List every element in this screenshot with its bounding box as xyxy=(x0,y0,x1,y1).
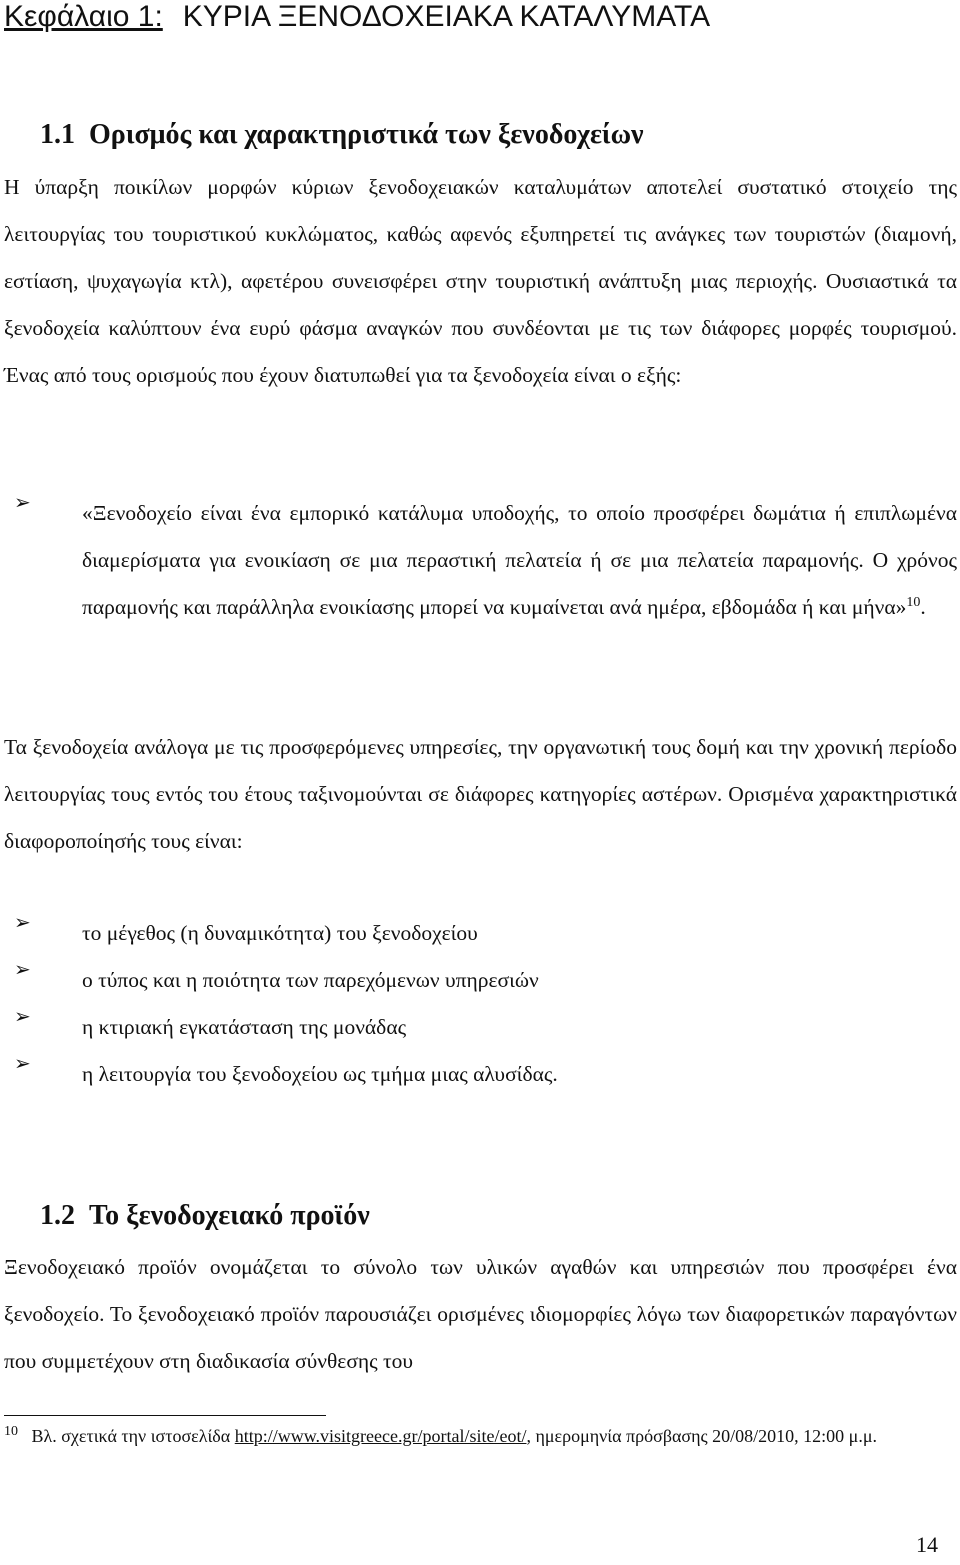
arrowhead-bullet-icon: ➢ xyxy=(14,1051,31,1075)
features-list xyxy=(4,910,957,1098)
feature-text: ο τύπος και η ποιότητα των παρεχόμενων υπηρεσιών xyxy=(82,968,539,992)
footnote xyxy=(4,1424,957,1448)
page-number: 14 xyxy=(916,1532,938,1557)
footnote-link[interactable]: http://www.visitgreece.gr/portal/site/eot/ xyxy=(234,1426,527,1446)
footnote-text-after: , ημερομηνία πρόσβασης 20/08/2010, 12:00 μ.μ. xyxy=(526,1426,877,1446)
feature-text: η λειτουργία του ξενοδοχείου ως τμήμα μιας αλυσίδας. xyxy=(82,1062,558,1086)
chapter-label: Κεφάλαιο 1: xyxy=(4,0,163,33)
list-item xyxy=(4,1051,957,1098)
quote-item xyxy=(4,490,957,631)
footnote-ref: 10 xyxy=(906,594,921,610)
feature-text: η κτιριακή εγκατάσταση της μονάδας xyxy=(82,1015,407,1039)
product-paragraph: Ξενοδοχειακό προϊόν ονομάζεται το σύνολο των υλικών αγαθών και υπηρεσιών που προσφέρει ένα ξενοδοχείο. Το ξενοδοχειακό προϊόν παρουσιάζει ορισμένες ιδιομορφίες λόγω των διαφορετικών παραγόντων που συμμετέχουν στη διαδικασία σύνθεσης του xyxy=(4,1255,957,1373)
list-item xyxy=(4,910,957,957)
feature-text: το μέγεθος (η δυναμικότητα) του ξενοδοχείου xyxy=(82,921,478,945)
footnote-mark: 10 xyxy=(4,1424,18,1439)
intro-paragraph: Η ύπαρξη ποικίλων μορφών κύριων ξενοδοχειακών καταλυμάτων αποτελεί συστατικό στοιχείο της λειτουργίας του τουριστικού κυκλώματος, καθώς αφενός εξυπηρετεί τις ανάγκες των τουριστών (διαμονή, εστίαση, ψυχαγωγία κτλ), αφετέρου συνεισφέρει στην τουριστική ανάπτυξη μιας περιοχής. Ουσιαστικά τα ξενοδοχεία καλύπτουν ένα ευρύ φάσμα αναγκών που συνδέονται με τις των διάφορες μορφές τουρισμού. Ένας από τους ορισμούς που έχουν διατυπωθεί για τα ξενοδοχεία είναι ο εξής: xyxy=(4,175,957,387)
section-number: 1.2 xyxy=(40,1200,75,1231)
arrowhead-bullet-icon: ➢ xyxy=(14,490,31,514)
list-item xyxy=(4,1004,957,1051)
quote-list xyxy=(4,490,957,631)
section-1-1-heading xyxy=(40,118,644,152)
section-1-2-heading xyxy=(40,1199,370,1233)
footnote-divider xyxy=(4,1415,326,1416)
classification-paragraph: Τα ξενοδοχεία ανάλογα με τις προσφερόμενες υπηρεσίες, την οργανωτική τους δομή και την χρονική περίοδο λειτουργίας τους εντός του έτους ταξινομούνται σε διάφορες κατηγορίες αστέρων. Ορισμένα χαρακτηριστικά διαφοροποίησής τους είναι: xyxy=(4,735,957,853)
section-title: Ορισμός και χαρακτηριστικά των ξενοδοχείων xyxy=(89,119,644,150)
section-number: 1.1 xyxy=(40,119,75,150)
list-item xyxy=(4,957,957,1004)
chapter-title: ΚΥΡΙΑ ΞΕΝΟΔΟΧΕΙΑΚΑ ΚΑΤΑΛΥΜΑΤΑ xyxy=(182,0,711,33)
arrowhead-bullet-icon: ➢ xyxy=(14,957,31,981)
arrowhead-bullet-icon: ➢ xyxy=(14,910,31,934)
footnote-text-before: Βλ. σχετικά την ιστοσελίδα xyxy=(31,1426,231,1446)
arrowhead-bullet-icon: ➢ xyxy=(14,1004,31,1028)
chapter-heading xyxy=(4,0,954,34)
definition-quote: «Ξενοδοχείο είναι ένα εμπορικό κατάλυμα υποδοχής, το οποίο προσφέρει δωμάτια ή επιπλωμένα διαμερίσματα για ενοικίαση σε μια περαστική πελατεία ή σε μια πελατεία παραμονής. Ο χρόνος παραμονής και παράλληλα ενοικίασης μπορεί να κυμαίνεται ανά ημέρα, εβδομάδα ή και μήνα»$^{10}$. xyxy=(82,501,957,619)
section-title: Το ξενοδοχειακό προϊόν xyxy=(89,1200,370,1231)
